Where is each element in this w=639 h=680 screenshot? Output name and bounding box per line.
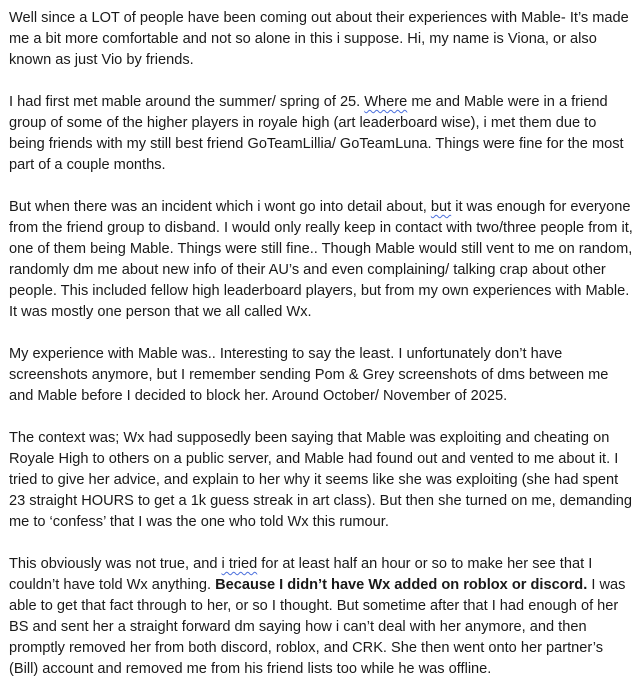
paragraph-conclusion: [9, 554, 634, 680]
paragraph-experience: [9, 344, 634, 407]
document-body: [9, 8, 634, 680]
conclusion-text-3: I was able to get that fact through to her, or so I thought. But sometime after that I had enough of her BS and sent her a straight forward dm saying how i can’t deal with her anymore, and then promptly removed her from both discord, roblox, and CRK. She then went onto her partner’s (Bill) account and removed me from his friend lists too while he was offline.: [9, 577, 626, 677]
conclusion-text-1: This obviously was not true, and: [9, 556, 222, 572]
paragraph-intro: [9, 8, 634, 71]
paragraph-first-met: [9, 92, 634, 176]
conclusion-text-2: for at least half an hour or so to make her see that I couldn’t have told Wx anything.: [9, 556, 593, 593]
incident-text-2: it was enough for everyone from the friend group to disband. I would only really keep in contact with two/three people from it, one of them being Mable. Things were still fine.. Though Mable would still vent to me on random, randomly dm me about new info of their AU’s and even complaining/ talking crap about other people. This included fellow high leaderboard players, but from my own experiences with Mable. It was mostly one person that we all called Wx.: [9, 199, 633, 320]
intro-text: Well since a LOT of people have been coming out about their experiences with Mable- It’s made me a bit more comfortable and not so alone in this i suppose. Hi, my name is Viona, or also known as just Vio by friends.: [9, 10, 629, 68]
paragraph-incident: [9, 197, 634, 323]
incident-text-1: But when there was an incident which i wont go into detail about,: [9, 199, 431, 215]
paragraph-context: [9, 428, 634, 533]
spellcheck-flagged-word: i tried: [221, 556, 258, 572]
first-met-text-1: I had first met mable around the summer/ spring of 25.: [9, 94, 365, 110]
context-text: The context was; Wx had supposedly been saying that Mable was exploiting and cheating on Royale High to others on a public server, and Mable had found out and vented to me about it. I tried to give her advice, and explain to her why it seems like she was exploiting (she had spent 23 straight HOURS to get a 1k guess streak in art class). But then she turned on me, demanding me to ‘confess’ that I was the one who told Wx this rumour.: [9, 430, 632, 530]
bold-statement: Because I didn’t have Wx added on roblox or discord.: [215, 577, 588, 593]
experience-text: My experience with Mable was.. Interesting to say the least. I unfortunately don’t have screenshots anymore, but I remember sending Pom & Grey screenshots of dms between me and Mable before I decided to block her. Around October/ November of 2025.: [9, 346, 609, 404]
spellcheck-flagged-word: Where: [364, 94, 408, 110]
first-met-text-2: me and Mable were in a friend group of some of the higher players in royale high (art leaderboard wise), i met them due to being friends with my still best friend GoTeamLillia/ GoTeamLuna. Things were fine for the most part of a couple months.: [9, 94, 624, 173]
spellcheck-flagged-word: but: [430, 199, 452, 215]
